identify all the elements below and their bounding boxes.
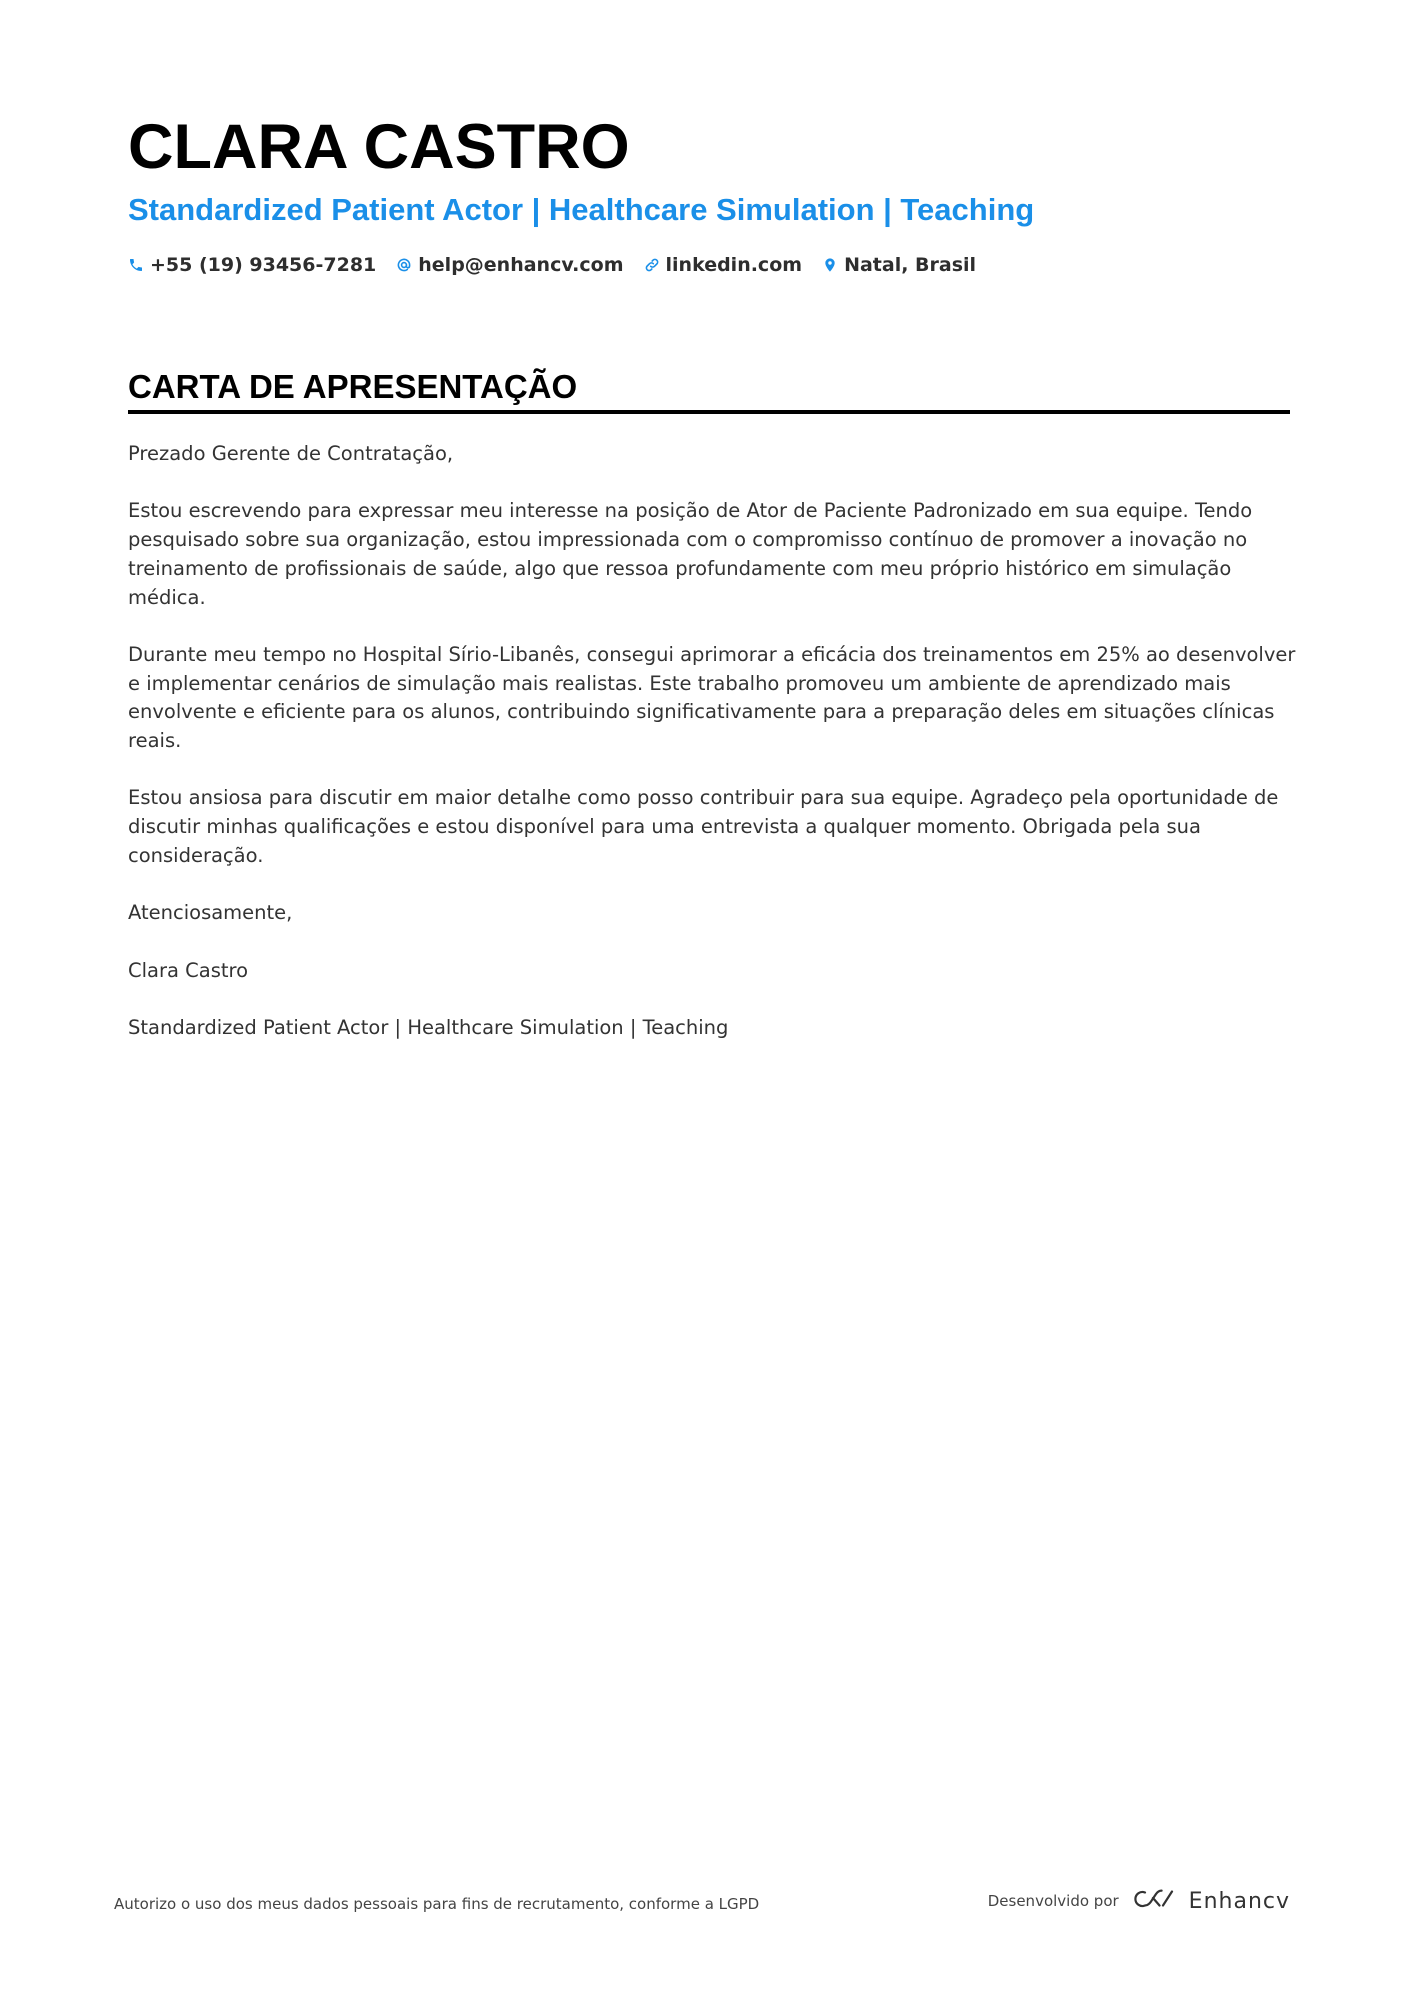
section-divider [128, 410, 1290, 414]
powered-by[interactable] [988, 1886, 1290, 1916]
letter-paragraph-1: Estou escrevendo para expressar meu interesse na posição de Ator de Paciente Padronizado em sua equipe. Tendo pesquisado sobre sua organização, estou impressionada com o compromisso contínuo de promover a inovação no treinamento de profissionais de saúde, algo que ressoa profundamente com meu próprio histórico em simulação médica. [128, 499, 1253, 609]
contact-location-text: Natal, Brasil [844, 254, 977, 276]
candidate-name: CLARA CASTRO [128, 112, 630, 182]
contact-phone[interactable] [128, 254, 376, 276]
contact-location [822, 254, 976, 276]
letter-paragraph-3: Estou ansiosa para discutir em maior detalhe como posso contribuir para sua equipe. Agradeço pela oportunidade de discutir minhas qualificações e estou disponível para uma entrevista a qualquer momento. Obrigada pela sua consideração. [128, 786, 1279, 867]
contact-email-text: help@enhancv.com [418, 254, 624, 276]
contact-phone-text: +55 (19) 93456-7281 [150, 254, 377, 276]
section-title: CARTA DE APRESENTAÇÃO [128, 368, 578, 405]
letter-body [128, 440, 1298, 1071]
signature-name: Clara Castro [128, 958, 249, 982]
contact-linkedin-text: linkedin.com [665, 254, 803, 276]
link-icon [644, 257, 660, 273]
signature-title: Standardized Patient Actor | Healthcare Simulation | Teaching [128, 1015, 729, 1039]
at-icon [396, 257, 412, 273]
contact-bar [128, 254, 976, 276]
letter-closing: Atenciosamente, [128, 901, 293, 925]
candidate-headline: Standardized Patient Actor | Healthcare Simulation | Teaching [128, 192, 1035, 227]
letter-paragraph-2: Durante meu tempo no Hospital Sírio-Libanês, consegui aprimorar a eficácia dos treinamentos em 25% ao desenvolver e implementar cenários de simulação mais realistas. Este trabalho promoveu um ambiente de aprendizado mais envolvente e eficiente para os alunos, contribuindo significativamente para a preparação deles em situações clínicas reais. [128, 642, 1296, 752]
powered-by-label: Desenvolvido por [987, 1892, 1119, 1910]
contact-linkedin[interactable] [644, 254, 803, 276]
enhancv-brand-name: Enhancv [1188, 1888, 1290, 1914]
phone-icon [128, 257, 144, 273]
contact-email[interactable] [396, 254, 623, 276]
enhancv-logo-icon [1131, 1886, 1177, 1916]
letter-greeting: Prezado Gerente de Contratação, [128, 442, 454, 465]
location-pin-icon [822, 256, 838, 274]
consent-note: Autorizo o uso dos meus dados pessoais para fins de recrutamento, conforme a LGPD [114, 1895, 760, 1913]
